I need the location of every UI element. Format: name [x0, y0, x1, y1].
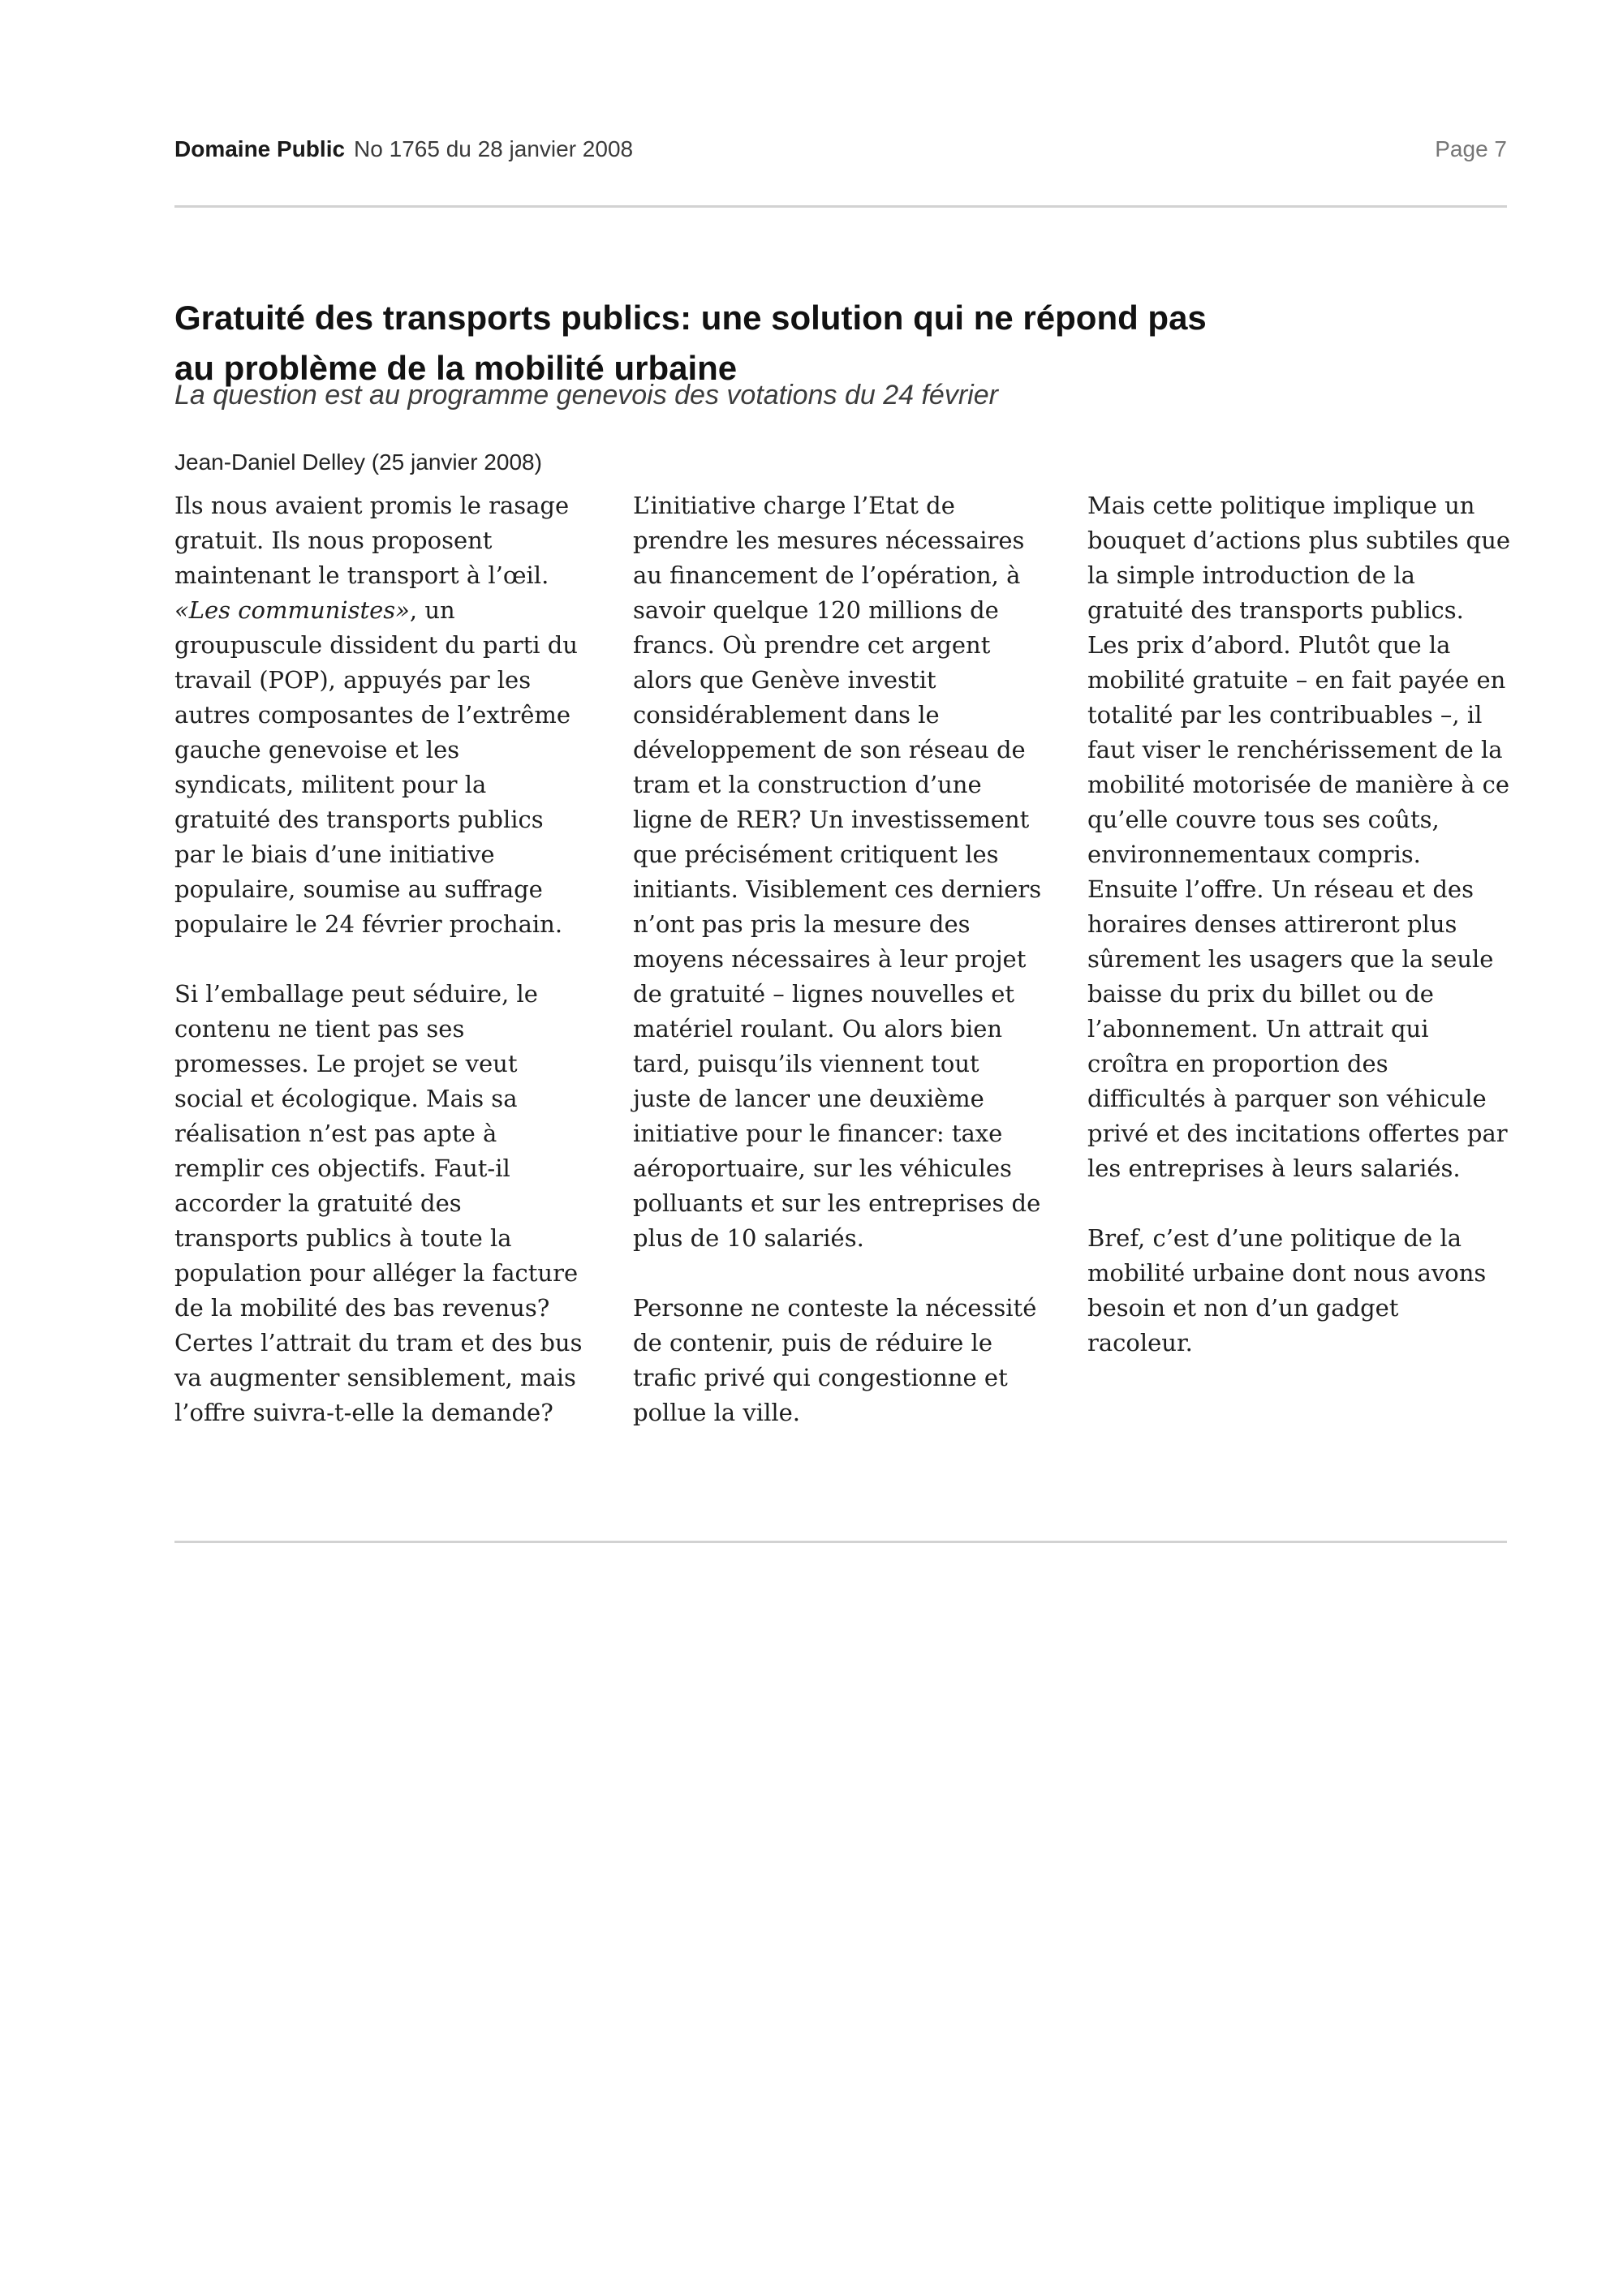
- page-header: [174, 136, 633, 162]
- header-divider: [174, 205, 1507, 208]
- paragraph-text: Ils nous avaient promis le rasage gratuit. Ils nous proposent maintenant le transport à l’œil.: [174, 492, 570, 589]
- paragraph: [1087, 488, 1511, 1186]
- paragraph-text: , un groupuscule dissident du parti du travail (POP), appuyés par les autres composantes de l’extrême gauche genevoise et les syndicats, militent pour la gratuité des transports publics par le biais d’une initiative populaire, soumise au suffrage populaire le 24 février prochain.: [174, 596, 578, 938]
- article-title-line1: Gratuité des transports publics: une solution qui ne répond pas: [174, 299, 1207, 338]
- paragraph-text: Personne ne conteste la nécessité de contenir, puis de réduire le trafic privé qui congestionne et pollue la ville.: [633, 1294, 1037, 1426]
- paragraph-text: L’initiative charge l’Etat de prendre les mesures nécessaires au financement de l’opération, à savoir quelque 120 millions de francs. Où prendre cet argent alors que Genève investit considérablement dans le développement de son réseau de tram et la construction d’une ligne de RER? Un investissement que précisément critiquent les initiants. Visiblement ces derniers n’ont pas pris la mesure des moyens nécessaires à leur projet de gratuité – lignes nouvelles et matériel roulant. Ou alors bien tard, puisqu’ils viennent tout juste de lancer une deuxième initiative pour le financer: taxe aéroportuaire, sur les véhicules polluants et sur les entreprises de plus de 10 salariés.: [633, 492, 1042, 1252]
- paragraph-text: Bref, c’est d’une politique de la mobilité urbaine dont nous avons besoin et non d’un gadget racoleur.: [1087, 1224, 1487, 1357]
- paragraph: [174, 977, 584, 1430]
- article-byline: Jean-Daniel Delley (25 janvier 2008): [174, 449, 542, 475]
- footer-divider: [174, 1541, 1507, 1543]
- article-column-3: [1087, 488, 1511, 1361]
- paragraph: [633, 1291, 1043, 1430]
- paragraph-text: Si l’emballage peut séduire, le contenu ne tient pas ses promesses. Le projet se veut social et écologique. Mais sa réalisation n’est pas apte à remplir ces objectifs. Faut-il accorder la gratuité des transports publics à toute la population pour alléger la facture de la mobilité des bas revenus? Certes l’attrait du tram et des bus va augmenter sensiblement, mais l’offre suivra-t-elle la demande?: [174, 980, 583, 1426]
- paragraph: [174, 488, 584, 942]
- paragraph-text: Mais cette politique implique un bouquet d’actions plus subtiles que la simple introduction de la gratuité des transports publics. Les prix d’abord. Plutôt que la mobilité gratuite – en fait payée en totalité par les contribuables –, il faut viser le renchérissement de la mobilité motorisée de manière à ce qu’elle couvre tous ses coûts, environnementaux compris. Ensuite l’offre. Un réseau et des horaires denses attireront plus sûrement les usagers que la seule baisse du prix du billet ou de l’abonnement. Un attrait qui croîtra en proportion des difficultés à parquer son véhicule privé et des incitations offertes par les entreprises à leurs salariés.: [1087, 492, 1511, 1182]
- newsletter-title: Domaine Public: [174, 136, 346, 161]
- page-number: Page 7: [1435, 136, 1507, 161]
- article-title-line2: au problème de la mobilité urbaine: [174, 349, 738, 388]
- issue-number: No 1765 du 28 janvier 2008: [354, 136, 634, 161]
- paragraph-text-italic: «Les communistes»: [174, 596, 410, 624]
- article-title: [174, 293, 1570, 393]
- paragraph: [1087, 1221, 1511, 1361]
- article-column-2: [633, 488, 1043, 1430]
- article-column-1: [174, 488, 584, 1430]
- article-subtitle: La question est au programme genevois des votations du 24 février: [174, 380, 998, 411]
- paragraph: [633, 488, 1043, 1256]
